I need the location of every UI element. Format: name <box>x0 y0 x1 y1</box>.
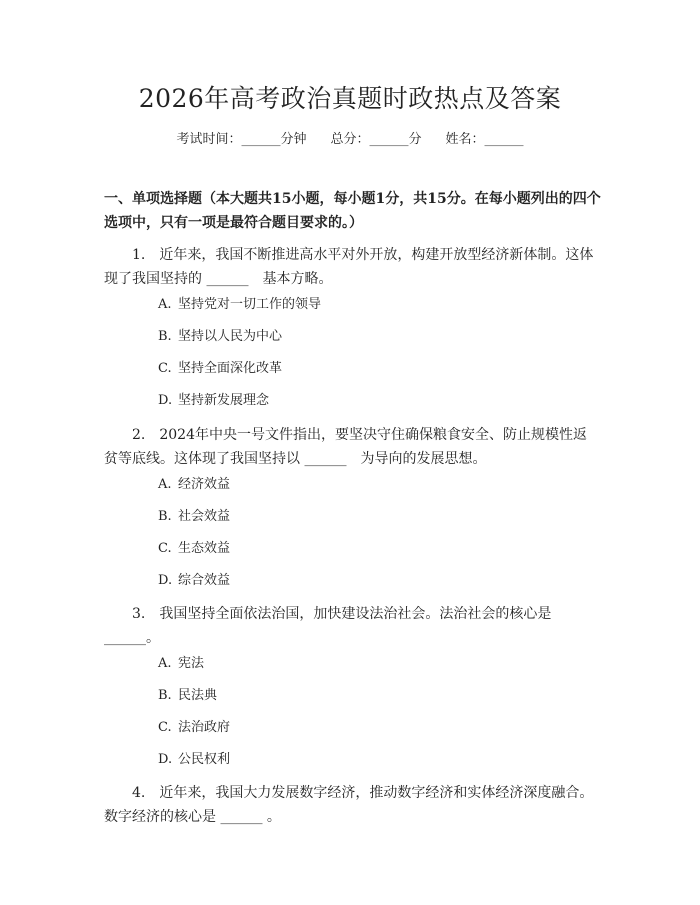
option-text: 坚持党对一切工作的领导 <box>178 297 322 312</box>
option-letter: D. <box>158 393 173 408</box>
option-letter: A. <box>158 656 172 671</box>
option-text: 社会效益 <box>178 509 231 524</box>
exam-meta-line <box>0 130 700 150</box>
option-letter: C. <box>158 541 172 556</box>
question-2-option-a <box>158 475 230 495</box>
question-1-text: 1. 近年来，我国不断推进高水平对外开放，构建开放型经济新体制。这体现了我国坚持的 ______ 基本方略。 <box>104 247 594 287</box>
question-4-text: 4. 近年来，我国大力发展数字经济，推动数字经济和实体经济深度融合。数字经济的核心是 ______ 。 <box>104 785 594 825</box>
option-text: 综合效益 <box>178 573 231 588</box>
question-3-option-d <box>158 750 230 770</box>
option-letter: A. <box>158 477 172 492</box>
option-text: 坚持以人民为中心 <box>178 329 283 344</box>
option-letter: B. <box>158 688 172 703</box>
option-text: 坚持新发展理念 <box>178 393 270 408</box>
question-1-option-d <box>158 391 269 411</box>
option-text: 坚持全面深化改革 <box>178 361 283 376</box>
option-text: 公民权利 <box>178 752 231 767</box>
total-score-field: 总分：______分 <box>330 132 422 147</box>
question-2-text: 2. 2024年中央一号文件指出，要坚决守住确保粮食安全、防止规模性返贫等底线。这体现了我国坚持以 ______ 为导向的发展思想。 <box>104 427 587 467</box>
option-letter: D. <box>158 752 173 767</box>
question-3-option-b <box>158 686 217 706</box>
option-text: 生态效益 <box>178 541 231 556</box>
option-letter: B. <box>158 329 172 344</box>
question-3-option-a <box>158 654 204 674</box>
question-1-option-c <box>158 359 282 379</box>
option-text: 经济效益 <box>178 477 231 492</box>
question-1-option-a <box>158 295 321 315</box>
student-name-field: 姓名：______ <box>445 132 524 147</box>
option-text: 法治政府 <box>178 720 231 735</box>
question-1-option-b <box>158 327 282 347</box>
question-2-option-d <box>158 571 230 591</box>
question-3-option-c <box>158 718 230 738</box>
option-letter: B. <box>158 509 172 524</box>
exam-time-field: 考试时间：______分钟 <box>176 132 307 147</box>
option-letter: D. <box>158 573 173 588</box>
question-2-option-b <box>158 507 230 527</box>
option-letter: C. <box>158 361 172 376</box>
option-letter: C. <box>158 720 172 735</box>
option-text: 民法典 <box>178 688 218 703</box>
question-3-text: 3. 我国坚持全面依法治国，加快建设法治社会。法治社会的核心是______。 <box>104 606 552 646</box>
option-letter: A. <box>158 297 172 312</box>
section-heading: 一、单项选择题（本大题共15小题，每小题1分，共15分。在每小题列出的四个选项中，只有一项是最符合题目要求的。） <box>104 191 601 231</box>
question-2-option-c <box>158 539 230 559</box>
option-text: 宪法 <box>178 656 205 671</box>
page-title: 2026年高考政治真题时政热点及答案 <box>138 84 562 113</box>
